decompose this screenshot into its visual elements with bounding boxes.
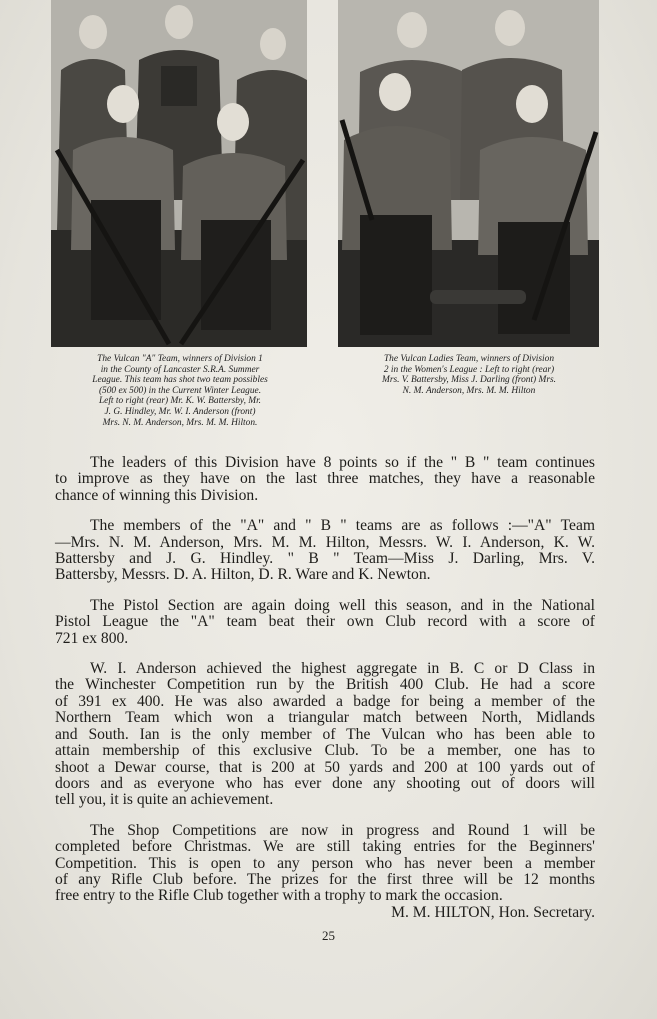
caption-left-line: J. G. Hindley, Mr. W. I. Anderson (front) — [104, 406, 256, 417]
text-line: Northern Team which won a triangular match between North, Midlands — [55, 709, 595, 727]
caption-right-line: The Vulcan Ladies Team, winners of Division — [383, 354, 555, 364]
text-line: The members of the "A" and " B " teams are as follows :—"A" Team — [90, 517, 595, 535]
text-line: Pistol League the "A" team beat their own Club record with a score of — [55, 613, 595, 631]
text-line: The leaders of this Division have 8 points so if the " B " team continues — [90, 454, 595, 471]
caption-right-line: Mrs. V. Battersby, Miss J. Darling (front) Mrs. — [382, 375, 556, 386]
text-line: of any Rifle Club before. The prizes for the first three will be 12 months — [55, 870, 595, 888]
paragraph-shop-competitions — [55, 823, 595, 905]
caption-left-line: (500 ex 500) in the Current Winter League. — [98, 385, 262, 396]
text-line: attain membership of this exclusive Club. To be a member, one has to — [55, 742, 595, 760]
page-number: 25 — [322, 928, 335, 943]
text-line: Competition. This is open to any person who has never been a member — [55, 854, 595, 872]
text-line: to improve as they have on the last three matches, they have a reasonable — [55, 470, 595, 488]
text-line: the Winchester Competition run by the British 400 Club. He had a score — [55, 676, 595, 694]
text-line: Battersby and J. G. Hindley. " B " Team—Miss J. Darling, Mrs. V. — [55, 550, 595, 568]
team-photo-right — [338, 0, 599, 347]
team-photo-left-image — [51, 0, 307, 347]
text-line: chance of winning this Division. — [55, 486, 259, 504]
text-line: —Mrs. N. M. Anderson, Mrs. M. M. Hilton, Messrs. W. I. Anderson, K. W. — [55, 533, 595, 551]
text-line: of 391 ex 400. He was also awarded a badge for being a member of the — [55, 692, 595, 710]
caption-right-line: N. M. Anderson, Mrs. M. M. Hilton — [402, 385, 536, 396]
article-body — [55, 455, 595, 919]
text-line: tell you, it is quite an achievement. — [55, 791, 274, 809]
text-line: doors and as everyone who has ever done any shooting out of doors will — [55, 774, 595, 792]
signature: M. M. HILTON, Hon. Secretary. — [391, 904, 595, 921]
text-line: W. I. Anderson achieved the highest aggregate in B. C or D Class in — [90, 660, 595, 678]
team-photo-left — [51, 0, 307, 347]
caption-left — [48, 354, 312, 428]
text-line: 721 ex 800. — [55, 629, 129, 647]
paragraph-division-leaders — [55, 455, 595, 504]
paragraph-pistol-section — [55, 598, 595, 647]
paragraph-anderson-achievement — [55, 661, 595, 809]
text-line: free entry to the Rifle Club together with a trophy to mark the occasion. — [55, 887, 503, 905]
caption-left-line: League. This team has shot two team possibles — [92, 375, 268, 386]
text-line: shoot a Dewar course, that is 200 at 50 yards and 200 at 100 yards out of — [55, 758, 595, 776]
caption-left-line: Mrs. N. M. Anderson, Mrs. M. M. Hilton. — [102, 417, 258, 428]
paragraph-team-members — [55, 518, 595, 584]
caption-left-line: The Vulcan "A" Team, winners of Division 1 — [97, 354, 263, 364]
team-photo-right-image — [338, 0, 599, 347]
text-line: The Shop Competitions are now in progress and Round 1 will be — [90, 821, 595, 839]
text-line: The Pistol Section are again doing well this season, and in the National — [90, 596, 595, 614]
caption-right-line: 2 in the Women's League : Left to right (rear) — [383, 364, 555, 375]
text-line: and South. Ian is the only member of The Vulcan who has been able to — [55, 725, 595, 743]
text-line: Battersby, Messrs. D. A. Hilton, D. R. Ware and K. Newton. — [55, 566, 431, 584]
caption-left-line: Left to right (rear) Mr. K. W. Battersby, Mr. — [98, 396, 262, 407]
caption-right — [336, 354, 602, 396]
caption-left-line: in the County of Lancaster S.R.A. Summer — [100, 364, 260, 375]
text-line: completed before Christmas. We are still taking entries for the Beginners' — [55, 838, 595, 856]
